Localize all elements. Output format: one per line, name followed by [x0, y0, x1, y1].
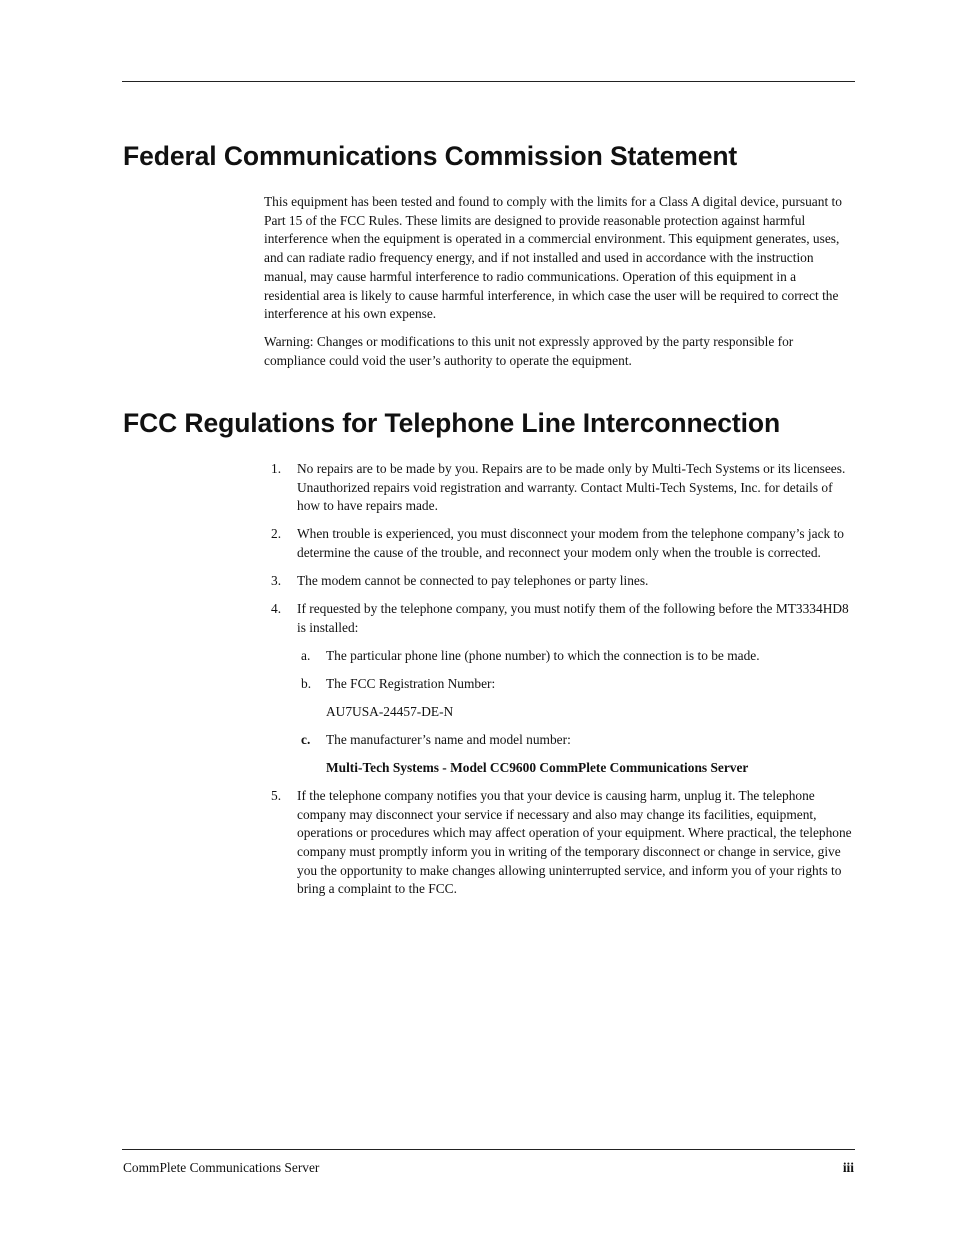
footer-title: CommPlete Communications Server [123, 1160, 320, 1175]
header-rule [122, 81, 855, 82]
sub-item [297, 675, 856, 694]
list-item-number: 3. [271, 573, 282, 589]
list-item [264, 572, 856, 591]
fcc-statement-heading: Federal Communications Commission Statement [123, 141, 738, 171]
list-item-text: No repairs are to be made by you. Repairs are to be made only by Multi-Tech Systems or its licensees. Unauthorized repairs void registration and warranty. Contact Multi-Tech Systems, Inc. for details of how to have repairs made. [297, 461, 846, 514]
sub-item-text: The manufacturer’s name and model number: [326, 731, 571, 747]
sub-item [297, 647, 856, 666]
manufacturer-model: Multi-Tech Systems - Model CC9600 CommPlete Communications Server [326, 759, 749, 775]
list-item-text: When trouble is experienced, you must disconnect your modem from the telephone company’s jack to determine the cause of the trouble, and reconnect your modem only when the trouble is corrected. [297, 526, 845, 561]
list-item [264, 787, 856, 899]
list-item-text: If requested by the telephone company, you must notify them of the following before the MT3334HD8 is installed: [297, 601, 849, 635]
footer-rule [122, 1149, 855, 1150]
warning-paragraph: Warning: Changes or modifications to this unit not expressly approved by the party responsible for compliance could void the user’s authority to operate the equipment. [264, 333, 794, 368]
page-number: iii [842, 1160, 854, 1175]
sub-item [297, 731, 856, 750]
sub-item-text: The FCC Registration Number: [326, 675, 496, 691]
fcc-registration-number: AU7USA-24457-DE-N [326, 703, 454, 719]
fcc-statement-body [264, 193, 854, 379]
sub-item-label: a. [301, 647, 311, 663]
sub-item-text: The particular phone line (phone number) to which the connection is to be made. [326, 647, 760, 663]
regulations-list [264, 460, 856, 908]
sub-item-label: b. [301, 675, 312, 691]
list-item-number: 2. [271, 526, 282, 542]
sub-item-label: c. [301, 731, 311, 747]
list-item-number: 5. [271, 787, 282, 803]
fcc-regulations-heading: FCC Regulations for Telephone Line Interconnection [123, 408, 781, 438]
list-item [264, 460, 856, 516]
list-item-text: If the telephone company notifies you that your device is causing harm, unplug it. The telephone company may disconnect your service if necessary and also may change its facilities, equipment, operations or procedures which may affect operation of your equipment. Where practical, the telephone company must promptly inform you in writing of the temporary disconnect or change in service, give you the opportunity to make changes allowing uninterrupted service, and inform you of your rights to bring a complaint to the FCC. [297, 787, 852, 897]
fcc-statement-paragraph: This equipment has been tested and found to comply with the limits for a Class A digital device, pursuant to Part 15 of the FCC Rules. These limits are designed to provide reasonable protection against harmful interference when the equipment is operated in a commercial environment. This equipment generates, uses, and can radiate radio frequency energy, and if not installed and used in accordance with the instruction manual, may cause harmful interference to radio communications. Operation of this equipment in a residential area is likely to cause harmful interference, in which case the user will be required to correct the interference at his own expense. [264, 194, 842, 322]
list-item [264, 525, 856, 562]
list-item-number: 1. [271, 461, 282, 476]
list-item-text: The modem cannot be connected to pay telephones or party lines. [297, 573, 649, 589]
list-item [264, 600, 856, 777]
list-item-number: 4. [271, 601, 282, 617]
